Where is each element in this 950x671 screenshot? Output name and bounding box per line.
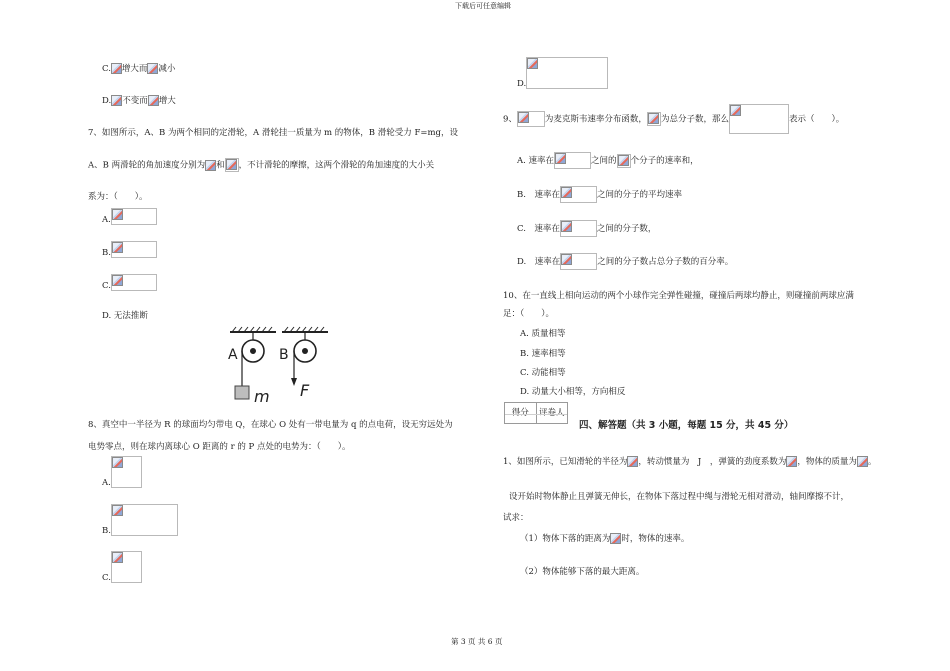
formula-image-icon xyxy=(648,113,659,124)
section-4-title: 四、解答题（共 3 小题，每题 15 分，共 45 分） xyxy=(579,420,794,431)
question-text: 为总分子数，那么 xyxy=(660,114,729,125)
question-text: ，物体的质量为 xyxy=(797,457,857,467)
pulley-figure xyxy=(222,326,358,408)
formula-image xyxy=(617,154,631,168)
formula-image xyxy=(560,186,597,203)
formula-image-icon xyxy=(112,552,123,563)
question-9-option-d xyxy=(517,253,733,270)
option-label: A. xyxy=(102,215,111,225)
question-text: （1）物体下落的距离为 xyxy=(520,534,611,544)
option-label: C. xyxy=(102,573,111,583)
question-9-option-b xyxy=(517,186,682,203)
question-8-option-b xyxy=(102,504,178,536)
option-text: 增大而 xyxy=(121,64,148,74)
question-9-line-1 xyxy=(503,104,844,134)
solve-1-question-2: （2）物体能够下落的最大距离。 xyxy=(520,567,645,577)
formula-image xyxy=(647,112,661,126)
option-text: A. 速率在 xyxy=(517,156,555,166)
question-7-option-c xyxy=(102,274,157,291)
question-text: ，不计滑轮的摩擦，这两个滑轮的角加速度的大小关 xyxy=(238,160,435,171)
question-7-line-1: 7、如图所示，A、B 为两个相同的定滑轮，A 滑轮挂一质量为 m 的物体，B 滑轮受力 F=mg，设 xyxy=(88,128,458,138)
option-text: 之间的分子数占总分子数的百分率。 xyxy=(597,257,734,267)
option-text: 增大 xyxy=(158,96,176,106)
option-c-previous xyxy=(102,62,175,74)
formula-image-icon xyxy=(561,254,572,265)
question-10-option-d: D. 动量大小相等，方向相反 xyxy=(520,387,626,397)
formula-image-icon xyxy=(112,457,123,468)
solve-1-line-2: 设开始时物体静止且弹簧无伸长，在物体下落过程中绳与滑轮无相对滑动，轴间摩擦不计， xyxy=(509,492,850,502)
formula-image xyxy=(560,253,597,270)
formula-image xyxy=(560,220,597,237)
question-7-option-b xyxy=(102,241,157,258)
option-d-previous-right xyxy=(517,57,608,89)
formula-image-icon xyxy=(527,58,538,69)
formula-image-icon xyxy=(111,63,122,74)
question-text: 和 xyxy=(216,160,225,171)
option-text: 个分子的速率和， xyxy=(630,156,699,166)
option-text: 之间的分子的平均速率 xyxy=(596,190,682,200)
question-7-line-3: 系为：（ ）。 xyxy=(88,192,148,202)
formula-image-icon xyxy=(205,160,216,171)
option-label: C. xyxy=(102,281,111,291)
formula-image-icon xyxy=(561,221,572,232)
option-label: D. xyxy=(102,96,112,106)
solve-1-line-1 xyxy=(503,455,876,467)
page-number: 第 3 页 共 6 页 xyxy=(451,637,503,646)
option-text: D. 速率在 xyxy=(517,257,561,267)
question-9-option-a xyxy=(517,152,699,169)
option-text: C. 速率在 xyxy=(517,224,560,234)
question-number: 9、 xyxy=(503,114,517,125)
formula-image-icon xyxy=(730,105,741,116)
question-9-option-c xyxy=(517,220,656,237)
formula-image xyxy=(517,111,545,127)
formula-image-icon xyxy=(112,209,123,220)
ceiling-a xyxy=(230,327,276,332)
formula-image-icon xyxy=(786,456,797,467)
formula-image-icon xyxy=(610,533,621,544)
question-7-option-d: D. 无法推断 xyxy=(102,311,148,321)
label-f: F xyxy=(300,381,310,400)
option-label: B. xyxy=(102,248,111,258)
option-text: 之间的分子数， xyxy=(596,224,657,234)
formula-image-icon xyxy=(112,242,123,253)
question-8-line-2: 电势零点，则在球内离球心 O 距离的 r 的 P 点处的电势为：（ ）。 xyxy=(88,442,351,452)
formula-image-icon xyxy=(561,187,572,198)
formula-image xyxy=(111,504,178,536)
formula-image xyxy=(111,241,157,258)
question-10-option-a: A. 质量相等 xyxy=(520,329,566,339)
mass-block xyxy=(235,386,249,399)
question-8-option-c xyxy=(102,551,142,583)
question-7-line-2 xyxy=(88,158,434,172)
question-text: 。 xyxy=(867,457,877,467)
score-cell: 得分 xyxy=(505,403,537,423)
formula-image xyxy=(111,208,157,225)
formula-image xyxy=(526,57,608,89)
formula-image xyxy=(111,274,157,291)
formula-image-icon xyxy=(627,456,638,467)
formula-image-icon xyxy=(618,155,629,166)
formula-image-icon xyxy=(518,112,529,123)
question-8-option-a xyxy=(102,456,142,488)
formula-image-icon xyxy=(112,275,123,286)
formula-image xyxy=(111,456,142,488)
question-8-line-1: 8、真空中一半径为 R 的球面均匀带电 Q，在球心 O 处有一带电量为 q 的点电荷，设无穷远处为 xyxy=(88,420,453,430)
question-text: A、B 两滑轮的角加速度分别为 xyxy=(88,160,206,171)
formula-image-icon xyxy=(147,63,158,74)
formula-image-icon xyxy=(112,505,123,516)
formula-image xyxy=(729,104,789,134)
formula-image-icon xyxy=(226,159,237,170)
formula-image xyxy=(111,551,142,583)
option-label: A. xyxy=(102,478,111,488)
formula-image xyxy=(554,152,591,169)
solve-1-line-3: 试求： xyxy=(503,513,529,523)
label-a: A xyxy=(228,347,238,363)
score-box xyxy=(504,402,568,424)
question-text: 1、如图所示，已知滑轮的半径为 xyxy=(503,457,628,467)
ceiling-b xyxy=(282,327,328,332)
formula-image-icon xyxy=(555,153,566,164)
question-text: 为麦克斯韦速率分布函数， xyxy=(544,114,647,125)
formula-image-icon xyxy=(111,95,122,106)
question-10-line-1: 10、在一直线上相向运动的两个小球作完全弹性碰撞，碰撞后两球均静止，则碰撞前两球应满 xyxy=(503,291,854,301)
question-10-line-2: 足：（ ）。 xyxy=(503,309,555,319)
option-label: C. xyxy=(102,64,111,74)
formula-image xyxy=(225,158,239,172)
grader-cell: 评卷人 xyxy=(538,408,565,418)
question-text: 时，物体的速率。 xyxy=(621,534,690,544)
option-text: 之间的 xyxy=(591,156,617,166)
label-b: B xyxy=(279,347,289,363)
question-text: ，转动惯量为 J ，弹簧的劲度系数为 xyxy=(638,457,787,467)
option-label: D. xyxy=(517,79,527,89)
formula-image-icon xyxy=(148,95,159,106)
label-m: m xyxy=(254,387,270,406)
question-text: 表示（ ）。 xyxy=(788,114,845,125)
question-10-option-c: C. 动能相等 xyxy=(520,368,566,378)
question-10-option-b: B. 速率相等 xyxy=(520,349,566,359)
header-note: 下载后可任意编辑 xyxy=(455,2,511,10)
option-d-previous xyxy=(102,94,176,106)
solve-1-question-1 xyxy=(520,532,689,544)
option-label: B. xyxy=(102,526,111,536)
formula-image-icon xyxy=(857,456,868,467)
option-text: 不变而 xyxy=(122,96,148,106)
option-text: 减小 xyxy=(158,64,176,74)
option-text: B. 速率在 xyxy=(517,190,560,200)
question-7-option-a xyxy=(102,208,157,225)
